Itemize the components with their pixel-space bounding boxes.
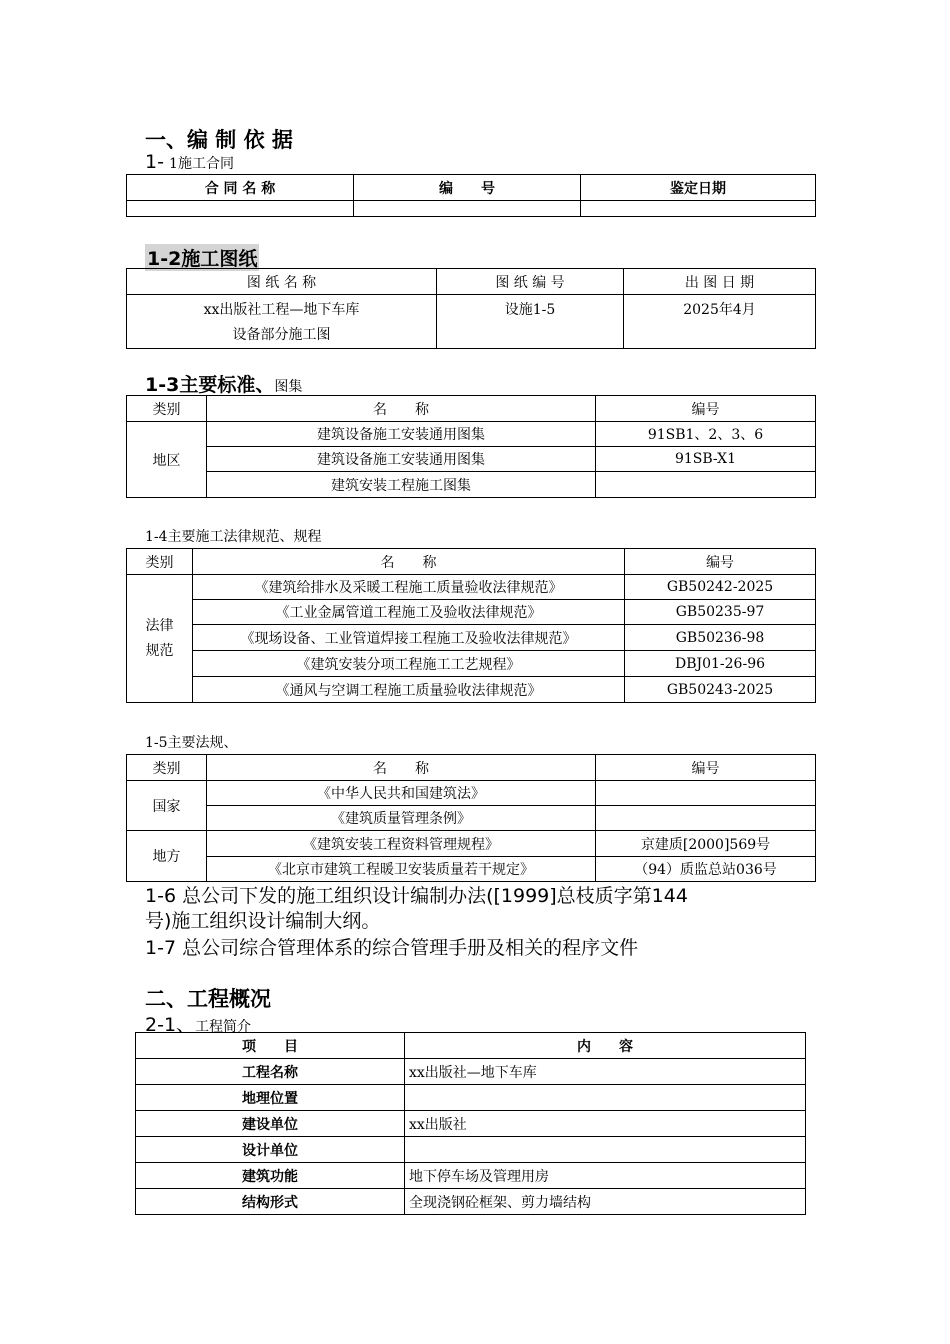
subsection-1-2-title: 1-2施工图纸: [145, 244, 259, 271]
laws-header-code: 编号: [596, 755, 816, 781]
drawings-name-line1: xx出版社工程—地下车库: [203, 302, 360, 318]
regulations-code: GB50236-98: [625, 625, 816, 651]
drawings-header-name: 图 纸 名 称: [127, 269, 437, 295]
laws-name: 《建筑安装工程资料管理规程》: [207, 831, 596, 857]
standards-name: 建筑设备施工安装通用图集: [207, 447, 596, 472]
subsection-1-1-prefix: 1-: [145, 151, 164, 173]
item-1-7: 1-7 总公司综合管理体系的综合管理手册及相关的程序文件: [145, 937, 639, 959]
standards-header-name: 名 称: [207, 396, 596, 422]
standards-table: [126, 395, 816, 498]
standards-category: 地区: [127, 422, 207, 498]
laws-code: 京建质[2000]569号: [596, 831, 816, 857]
standards-header-category: 类别: [127, 396, 207, 422]
laws-category-national: 国家: [127, 781, 207, 831]
overview-item: 建设单位: [136, 1111, 405, 1137]
laws-name: 《建筑质量管理条例》: [207, 806, 596, 831]
project-overview-table: [135, 1032, 806, 1215]
regulations-name: 《现场设备、工业管道焊接工程施工及验收法律规范》: [193, 625, 625, 651]
overview-item: 设计单位: [136, 1137, 405, 1163]
regulations-header-code: 编号: [625, 549, 816, 575]
laws-code: [596, 781, 816, 806]
laws-category-local: 地方: [127, 831, 207, 882]
subsection-1-3-title: 1-3主要标准、: [145, 374, 275, 396]
subsection-1-3-title-small: 图集: [274, 379, 303, 395]
laws-header-category: 类别: [127, 755, 207, 781]
standards-code: 91SB-X1: [596, 447, 816, 472]
subsection-2-1-prefix: 2-1、: [145, 1014, 196, 1036]
regulations-table: [126, 548, 816, 703]
standards-name: 建筑设备施工安装通用图集: [207, 422, 596, 447]
drawings-code-cell: 设施1-5: [437, 295, 624, 349]
regulations-code: GB50235-97: [625, 600, 816, 625]
contract-header-name: 合 同 名 称: [127, 175, 354, 201]
subsection-2-1-title: 工程简介: [195, 1019, 252, 1035]
contract-table: [126, 174, 816, 217]
contract-cell: [354, 201, 581, 217]
standards-code: 91SB1、2、3、6: [596, 422, 816, 447]
overview-content: xx出版社—地下车库: [405, 1059, 806, 1085]
regulations-category-line1: 法律: [145, 617, 174, 634]
item-1-6: [145, 884, 815, 934]
drawings-name-line2: 设备部分施工图: [232, 327, 331, 343]
overview-content: [405, 1137, 806, 1163]
subsection-1-4-title: 1-4主要施工法律规范、规程: [145, 529, 322, 545]
regulations-code: DBJ01-26-96: [625, 651, 816, 677]
contract-header-date: 鉴定日期: [581, 175, 816, 201]
regulations-name: 《建筑给排水及采暖工程施工质量验收法律规范》: [193, 575, 625, 600]
section-2-title: 二、工程概况: [145, 987, 271, 1011]
drawings-header-date: 出 图 日 期: [624, 269, 816, 295]
contract-cell: [581, 201, 816, 217]
item-1-6-line2: 号)施工组织设计编制大纲。: [145, 910, 381, 932]
regulations-category-line2: 规范: [145, 642, 174, 659]
overview-item: 结构形式: [136, 1189, 405, 1215]
section-1-title: 一、编 制 依 据: [145, 128, 293, 152]
regulations-header-name: 名 称: [193, 549, 625, 575]
drawings-table: [126, 268, 816, 349]
subsection-1-3-heading: [145, 370, 302, 397]
drawings-header-code: 图 纸 编 号: [437, 269, 624, 295]
contract-cell: [127, 201, 354, 217]
laws-table: [126, 754, 816, 882]
overview-item: 工程名称: [136, 1059, 405, 1085]
regulations-code: GB50243-2025: [625, 677, 816, 703]
overview-content: 地下停车场及管理用房: [405, 1163, 806, 1189]
standards-header-code: 编号: [596, 396, 816, 422]
subsection-1-5-title: 1-5主要法规、: [145, 735, 238, 751]
standards-name: 建筑安装工程施工图集: [207, 472, 596, 498]
regulations-category: [127, 575, 193, 703]
regulations-header-category: 类别: [127, 549, 193, 575]
drawings-name-cell: [127, 295, 437, 349]
laws-code: [596, 806, 816, 831]
overview-header-item: 项 目: [136, 1033, 405, 1059]
regulations-name: 《建筑安装分项工程施工工艺规程》: [193, 651, 625, 677]
item-1-6-line1: 1-6 总公司下发的施工组织设计编制办法([1999]总枝质字第144: [145, 885, 688, 907]
standards-code: [596, 472, 816, 498]
overview-content: 全现浇钢砼框架、剪力墙结构: [405, 1189, 806, 1215]
drawings-date-cell: 2025年4月: [624, 295, 816, 349]
overview-content: xx出版社: [405, 1111, 806, 1137]
regulations-name: 《工业金属管道工程施工及验收法律规范》: [193, 600, 625, 625]
laws-header-name: 名 称: [207, 755, 596, 781]
regulations-name: 《通风与空调工程施工质量验收法律规范》: [193, 677, 625, 703]
subsection-1-1-title: 1施工合同: [169, 156, 234, 172]
contract-header-code: 编 号: [354, 175, 581, 201]
overview-item: 建筑功能: [136, 1163, 405, 1189]
overview-content: [405, 1085, 806, 1111]
subsection-1-1-heading: [145, 151, 234, 173]
laws-name: 《中华人民共和国建筑法》: [207, 781, 596, 806]
regulations-code: GB50242-2025: [625, 575, 816, 600]
laws-name: 《北京市建筑工程暖卫安装质量若干规定》: [207, 857, 596, 882]
overview-header-content: 内 容: [405, 1033, 806, 1059]
overview-item: 地理位置: [136, 1085, 405, 1111]
laws-code: （94）质监总站036号: [596, 857, 816, 882]
